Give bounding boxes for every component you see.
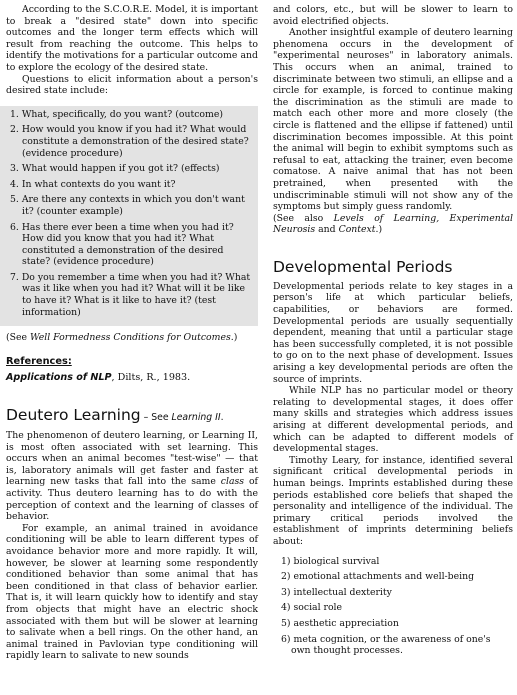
- question-item: 3. What would happen if you got it? (effects): [10, 163, 220, 175]
- see-also-mid: and: [315, 224, 339, 236]
- reference-title: Applications of NLP: [6, 372, 112, 384]
- reference-entry: [6, 372, 258, 384]
- deutero-text: The phenomenon of deutero learning, or Learning II, is most often associated with set learning. This occurs when an animal becomes "test-wise" — that is, laboratory animals will get faster and faster at learning new tasks that fall into the same: [6, 430, 258, 488]
- see-also-note-right: [273, 213, 513, 236]
- see-also-prefix: (See: [6, 332, 30, 344]
- questions-list: [10, 109, 254, 319]
- deutero-paragraph: [6, 430, 258, 523]
- period-item: 1) biological survival: [281, 555, 380, 567]
- deutero-emphasis: class: [220, 476, 245, 488]
- question-item: 2. How would you know if you had it? What would constitute a demonstration of the desired state? (evidence procedure): [10, 124, 249, 159]
- question-item: 7. Do you remember a time when you had it? What was it like when you had it? What will it be like to have it? What is it like to have it? (test information): [10, 271, 251, 318]
- question-item: 5. Are there any contexts in which you don't want it? (counter example): [10, 194, 245, 217]
- deutero-see-suffix: .: [220, 412, 224, 424]
- continuation-paragraph: and colors, etc., but will be slower to learn to avoid electrified objects.: [273, 4, 513, 27]
- developmental-paragraph: Timothy Leary, for instance, identified several significant critical developmental periods in human beings. Imprints established during these periods established core beliefs that shaped the personality and intelligence of the individual. The primary critical periods involved the establishment of imprints determining beliefs about:: [273, 454, 513, 547]
- questions-box: [0, 106, 258, 327]
- period-item: 4) social role: [281, 602, 343, 614]
- question-item: 6. Has there ever been a time when you had it? How did you know that you had it? What constituted a demonstration of the desired state? (evidence procedure): [10, 221, 234, 268]
- question-item: 4. In what contexts do you want it?: [10, 178, 176, 190]
- period-item: 6) meta cognition, or the awareness of one's own thought processes.: [281, 633, 491, 657]
- see-also-note: [6, 332, 258, 344]
- deutero-text: of activity. Thus deutero learning has to do with the perception of context and the learning of classes of behavior.: [6, 476, 258, 523]
- deutero-learning-heading: [6, 406, 258, 427]
- deutero-paragraph: For example, an animal trained in avoidance conditioning will be able to learn different types of avoidance behavior more and more rapidly. It will, however, be slower at learning some respondently conditioned behavior than some animal that has been conditioned in that class of behavior earlier. That is, it will learn quickly how to identify and stay from objects that might have an electric shock associated with them but will be slower at learning to salivate when a bell rings. On the other hand, an animal trained in Pavlovian type conditioning will rapidly learn to salivate to new sounds: [6, 522, 258, 662]
- developmental-periods-heading: Developmental Periods: [273, 257, 453, 276]
- neurosis-paragraph: Another insightful example of deutero learning phenomena occurs in the development of "experimental neuroses" in laboratory animals. This occurs when an animal, trained to discriminate between two stimuli, an ellipse and a circle for example, is forced to continue making the discrimination as the stimuli are made to match each other more and more closely (the circle is flattened and the ellipse if fattened) until discrimination becomes impossible. At this point the animal will begin to exhibit symptoms such as refusal to eat, attacking the trainer, even become comatose. A naive animal that has not been pretrained, when presented with the undiscriminable stimuli will not show any of the symptoms but simply guess randomly.: [273, 27, 513, 213]
- deutero-see-prefix: – See: [140, 412, 172, 424]
- deutero-title: Deutero Learning: [6, 406, 141, 425]
- see-also-link: Well Formedness Conditions for Outcomes: [29, 332, 231, 344]
- left-column: [6, 4, 258, 662]
- period-item: 2) emotional attachments and well-being: [281, 571, 475, 583]
- intro-paragraph: Questions to elicit information about a person's desired state include:: [6, 73, 258, 97]
- see-also-link: Levels of Learning, Experimental Neurosis: [273, 212, 513, 236]
- period-item: 5) aesthetic appreciation: [281, 617, 399, 629]
- references-heading: References:: [6, 355, 72, 367]
- developmental-paragraph: Developmental periods relate to key stages in a person's life at which particular beliefs, capabilities, or behaviors are formed. Developmental periods are usually sequentially dependent, meaning that until a particular stage has been successfully completed, it is not possible to go on to the next phase of development. Issues arising a key developmental periods are often the source of imprints.: [273, 280, 513, 385]
- question-item: 1. What, specifically, do you want? (outcome): [10, 108, 223, 120]
- intro-paragraph: According to the S.C.O.R.E. Model, it is important to break a "desired state" down into specific outcomes and the longer term effects which will result from reaching the outcome. This helps to identify the motivations for a particular outcome and to explore the ecology of the desired state.: [6, 4, 258, 73]
- reference-details: , Dilts, R., 1983.: [111, 372, 191, 384]
- right-column: [273, 4, 513, 661]
- see-also-link: Context: [338, 224, 376, 236]
- deutero-see-link: Learning II: [171, 412, 221, 424]
- see-also-suffix: .): [375, 224, 383, 236]
- developmental-paragraph: While NLP has no particular model or theory relating to developmental stages, it does offer many skills and strategies which address issues arising at different developmental periods, and which can be adapted to different models of developmental stages.: [273, 385, 513, 455]
- see-also-prefix: (See also: [273, 212, 334, 224]
- periods-list: [281, 556, 513, 657]
- period-item: 3) intellectual dexterity: [281, 586, 392, 598]
- see-also-suffix: .): [230, 332, 238, 344]
